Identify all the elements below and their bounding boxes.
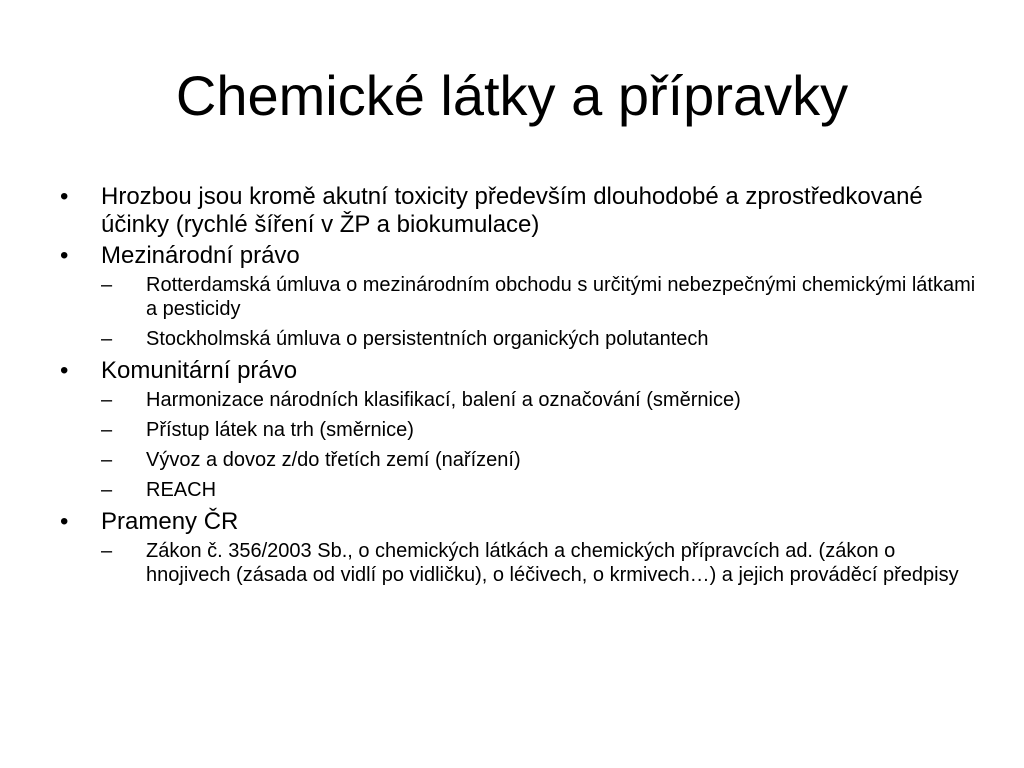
bullet-item [60, 242, 980, 351]
bullet-item [60, 357, 980, 502]
sub-bullet-item [101, 388, 980, 412]
sub-bullet-marker: – [101, 479, 113, 501]
sub-bullet-marker: – [101, 419, 113, 441]
sub-bullet-marker: – [101, 389, 113, 411]
sub-bullet-item [101, 478, 980, 502]
bullet-marker: • [60, 242, 69, 269]
sub-bullet-item [101, 539, 980, 587]
sub-bullet-item [101, 273, 980, 321]
sub-bullet-text: Přístup látek na trh (směrnice) [146, 419, 414, 441]
sub-bullet-marker: – [101, 449, 113, 471]
bullet-marker: • [60, 508, 69, 535]
sub-bullet-text: Harmonizace národních klasifikací, balení a označování (směrnice) [146, 389, 741, 411]
bullet-marker: • [60, 183, 69, 210]
sub-bullet-text: Rotterdamská úmluva o mezinárodním obchodu s určitými nebezpečnými chemickými látkami a pesticidy [146, 274, 976, 320]
slide-title: Chemické látky a přípravky [175, 64, 849, 127]
sub-bullet-item [101, 327, 980, 351]
sub-bullet-list [101, 388, 980, 502]
sub-bullet-list [101, 273, 980, 351]
bullet-item [60, 508, 980, 587]
bullet-text: Komunitární právo [101, 357, 298, 384]
sub-bullet-marker: – [101, 328, 113, 350]
bullet-list [60, 183, 980, 593]
sub-bullet-text: Stockholmská úmluva o persistentních organických polutantech [146, 328, 709, 350]
sub-bullet-text: Zákon č. 356/2003 Sb., o chemických látkách a chemických přípravcích ad. (zákon o hnojivech (zásada od vidlí po vidličku), o léčivech, o krmivech…) a jejich prováděcí předpisy [146, 540, 959, 586]
bullet-marker: • [60, 357, 69, 384]
bullet-text: Mezinárodní právo [101, 242, 300, 269]
sub-bullet-item [101, 418, 980, 442]
bullet-item [60, 183, 980, 239]
sub-bullet-text: REACH [146, 479, 217, 501]
sub-bullet-text: Vývoz a dovoz z/do třetích zemí (nařízení) [146, 449, 521, 471]
sub-bullet-marker: – [101, 274, 113, 296]
bullet-text: Prameny ČR [101, 508, 239, 535]
sub-bullet-item [101, 448, 980, 472]
bullet-text: Hrozbou jsou kromě akutní toxicity především dlouhodobé a zprostředkované účinky (rychlé šíření v ŽP a biokumulace) [101, 183, 923, 238]
sub-bullet-list [101, 539, 980, 587]
sub-bullet-marker: – [101, 540, 113, 562]
